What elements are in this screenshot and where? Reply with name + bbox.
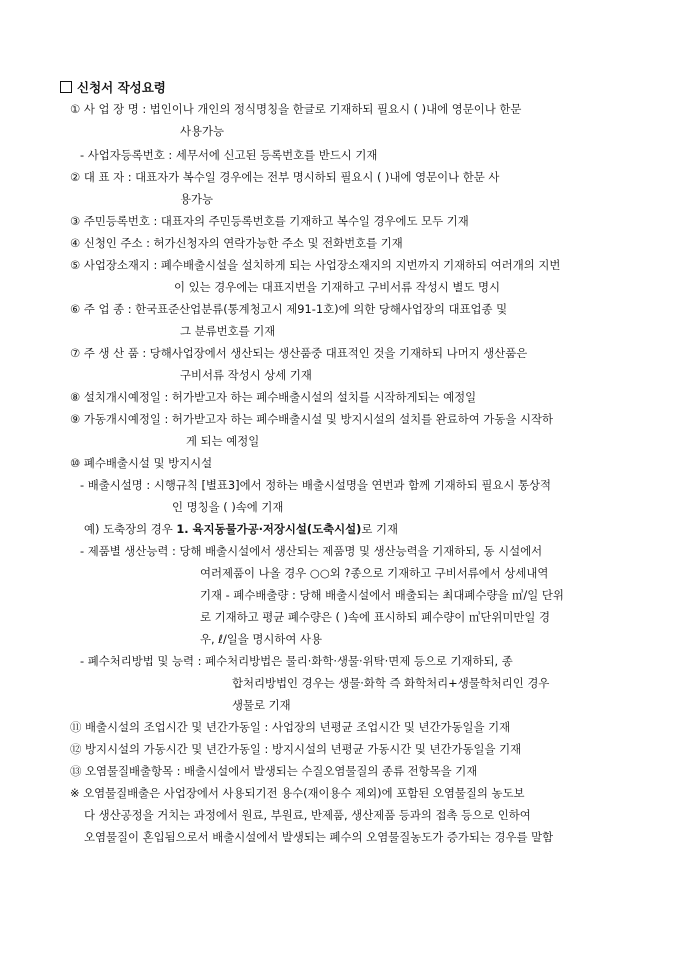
note-pollutant-discharge-cont-2: 오염물질이 혼입됨으로서 배출시설에서 발생되는 폐수의 오염물질농도가 증가되는 경우를 말함 [84, 830, 554, 844]
item-main-industry: ⑥ 주 업 종 : 한국표준산업분류(통계청고시 제91-1호)에 의한 당해사업장의 대표업종 및 [70, 302, 508, 316]
item-pollutant-items: ⑬ 오염물질배출항목 : 배출시설에서 발생되는 수질오염물질의 종류 전항목을 기재 [70, 764, 478, 778]
item-business-location: ⑤ 사업장소재지 : 폐수배출시설을 설치하게 되는 사업장소재지의 지번까지 기재하되 여러개의 지번 [70, 258, 561, 272]
checkbox-square-icon [60, 81, 72, 93]
item-main-product: ⑦ 주 생 산 품 : 당해사업장에서 생산되는 생산품중 대표적인 것을 기재하되 나머지 생산품은 [70, 346, 528, 360]
item-production-capacity-cont-2: 기재 - 폐수배출량 : 당해 배출시설에서 배출되는 최대폐수량을 ㎥/일 단위 [200, 588, 564, 602]
item-facility-name: - 배출시설명 : 시행규칙 [별표3]에서 정하는 배출시설명을 연번과 함께 기재하되 필요시 통상적 [80, 478, 552, 492]
item-facilities: ⑩ 폐수배출시설 및 방지시설 [70, 456, 213, 470]
heading-title: 신청서 작성요령 [77, 80, 166, 95]
item-production-capacity-cont-3: 로 기재하고 평균 폐수량은 ( )속에 표시하되 폐수량이 ㎥단위미만일 경 [200, 610, 550, 624]
item-operation-start-date: ⑨ 가동개시예정일 : 허가받고자 하는 폐수배출시설 및 방지시설의 설치를 완료하여 가동을 시작하 [70, 412, 554, 426]
item-prevention-operating-hours: ⑫ 방지시설의 가동시간 및 년간가동일 : 방지시설의 년평균 가동시간 및 년간가동일을 기재 [70, 742, 522, 756]
item-representative: ② 대 표 자 : 대표자가 복수일 경우에는 전부 명시하되 필요시 ( )내에 영문이나 한문 사 [70, 170, 500, 184]
item-facility-name-cont: 인 명칭을 ( )속에 기재 [172, 500, 284, 514]
item-production-capacity: - 제품별 생산능력 : 당해 배출시설에서 생산되는 제품명 및 생산능력을 기재하되, 동 시설에서 [80, 544, 543, 558]
item-treatment-method-cont-1: 합처리방법인 경우는 생물·화학 즉 화학처리+생물학처리인 경우 [232, 676, 550, 690]
note-pollutant-discharge-cont-1: 다 생산공정을 거치는 과정에서 원료, 부원료, 반제품, 생산제품 등과의 접촉 등으로 인하여 [84, 808, 531, 822]
item-business-name-cont: 사용가능 [180, 124, 225, 138]
item-treatment-method-cont-2: 생물로 기재 [232, 698, 291, 712]
item-production-capacity-cont-1: 여러제품이 나올 경우 ○○외 ?종으로 기재하고 구비서류에서 상세내역 [200, 566, 549, 580]
item-business-location-cont: 이 있는 경우에는 대표지번을 기재하고 구비서류 작성시 별도 명시 [174, 280, 501, 294]
item-install-start-date: ⑧ 설치개시예정일 : 허가받고자 하는 폐수배출시설의 설치를 시작하게되는 예정일 [70, 390, 477, 404]
example-line [84, 518, 398, 541]
item-main-product-cont: 구비서류 작성시 상세 기재 [180, 368, 312, 382]
item-operation-start-date-cont: 게 되는 예정일 [186, 434, 260, 448]
example-bold-text: 1. 육지동물가공·저장시설(도축시설) [176, 522, 362, 536]
item-discharge-operating-hours: ⑪ 배출시설의 조업시간 및 년간가동일 : 사업장의 년평균 조업시간 및 년간가동일을 기재 [70, 720, 511, 734]
item-representative-cont: 용가능 [180, 192, 214, 206]
item-production-capacity-cont-4: 우, ℓ/일을 명시하여 사용 [200, 632, 323, 646]
item-treatment-method: - 폐수처리방법 및 능력 : 폐수처리방법은 물리·화학·생물·위탁·면제 등으로 기재하되, 종 [80, 654, 513, 668]
example-prefix: 예) 도축장의 경우 [84, 522, 177, 536]
example-suffix: 로 기재 [361, 522, 398, 536]
item-business-name: ① 사 업 장 명 : 법인이나 개인의 정식명칭을 한글로 기재하되 필요시 ( )내에 영문이나 한문 [70, 102, 522, 116]
item-business-reg-number: - 사업자등록번호 : 세무서에 신고된 등록번호를 반드시 기재 [80, 148, 378, 162]
note-pollutant-discharge: ※ 오염물질배출은 사업장에서 사용되기전 용수(재이용수 제외)에 포함된 오염물질의 농도보 [70, 786, 525, 800]
item-resident-number: ③ 주민등록번호 : 대표자의 주민등록번호를 기재하고 복수일 경우에도 모두 기재 [70, 214, 469, 228]
item-main-industry-cont: 그 분류번호를 기재 [180, 324, 276, 338]
section-heading [60, 78, 166, 96]
item-applicant-address: ④ 신청인 주소 : 허가신청자의 연락가능한 주소 및 전화번호를 기재 [70, 236, 403, 250]
